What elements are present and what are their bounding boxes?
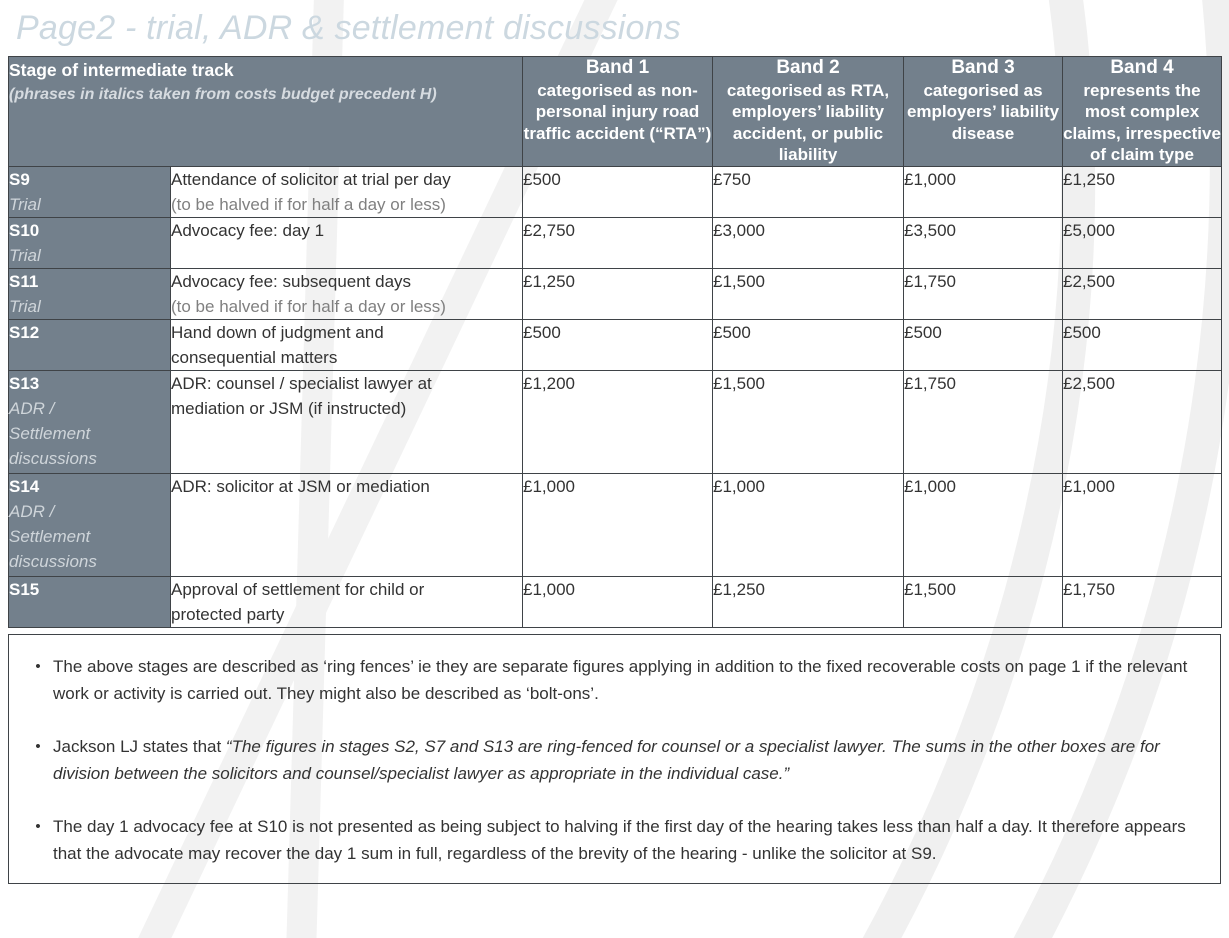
band-1-desc: categorised as non-personal injury road traffic accident (“RTA”): [523, 80, 712, 143]
table-row: [9, 319, 1222, 370]
stage-description: ADR: solicitor at JSM or mediation: [171, 476, 430, 496]
stage-id: S12: [9, 322, 40, 342]
stage-phase-label: Trial: [9, 245, 41, 265]
stage-id: S10: [9, 220, 40, 240]
amount-cell-band-3: £500: [904, 319, 1063, 370]
table-row: [9, 473, 1222, 576]
amount-cell-band-1: £1,000: [523, 473, 713, 576]
stage-phase-label: Trial: [9, 194, 41, 214]
band-4-header: [1063, 57, 1222, 167]
bullet-icon: •: [35, 657, 41, 675]
band-3-desc: categorised as employers’ liability disease: [906, 80, 1060, 143]
amount-cell-band-4: £2,500: [1063, 370, 1222, 473]
amount-cell-band-2: £1,000: [713, 473, 904, 576]
stage-description-note: (to be halved if for half a day or less): [171, 296, 446, 316]
amount-cell-band-4: £1,750: [1063, 576, 1222, 627]
note-text-quote: “The figures in stages S2, S7 and S13 are ring-fenced for counsel or a specialist lawyer. The sums in the other boxes are for division between the solicitors and counsel/specialist lawyer as appropriate in the individual case.”: [53, 736, 1160, 783]
stage-description: Advocacy fee: subsequent days: [171, 271, 412, 291]
bullet-icon: •: [35, 817, 41, 835]
stage-description-cell: [171, 319, 523, 370]
amount-cell-band-4: £2,500: [1063, 268, 1222, 319]
stage-phase-label: Trial: [9, 296, 41, 316]
table-header-row: [9, 57, 1222, 167]
amount-cell-band-4: £500: [1063, 319, 1222, 370]
amount-cell-band-1: £2,750: [523, 217, 713, 268]
amount-cell-band-2: £3,000: [713, 217, 904, 268]
band-4-desc: represents the most complex claims, irrespective of claim type: [1063, 80, 1221, 164]
band-2-desc: categorised as RTA, employers’ liability accident, or public liability: [726, 80, 890, 164]
amount-cell-band-3: £1,500: [904, 576, 1063, 627]
amount-cell-band-3: £3,500: [904, 217, 1063, 268]
table-row: [9, 576, 1222, 627]
stage-description-cell: [171, 576, 523, 627]
amount-cell-band-3: £1,750: [904, 370, 1063, 473]
amount-cell-band-2: £500: [713, 319, 904, 370]
stage-description-cell: [171, 268, 523, 319]
notes-list: [23, 653, 1206, 867]
band-2-name: Band 2: [776, 57, 840, 78]
stage-id-cell: [9, 370, 171, 473]
stage-id-cell: [9, 217, 171, 268]
note-text-lead: Jackson LJ states that: [53, 736, 226, 756]
stage-description-note: mediation or JSM (if instructed): [171, 398, 407, 418]
bullet-icon: •: [35, 737, 41, 755]
table-body: [9, 166, 1222, 627]
stage-header-sub: (phrases in italics taken from costs budget precedent H): [9, 86, 437, 103]
band-2-header: [713, 57, 904, 167]
stage-description: Approval of settlement for child or: [171, 579, 425, 599]
amount-cell-band-4: £5,000: [1063, 217, 1222, 268]
stage-id-cell: [9, 268, 171, 319]
amount-cell-band-3: £1,750: [904, 268, 1063, 319]
note-text-lead: The above stages are described as ‘ring fences’ ie they are separate figures applying in addition to the fixed recoverable costs on page 1 if the relevant work or activity is carried out. They might also be described as ‘bolt-ons’.: [53, 656, 1188, 703]
table-row: [9, 370, 1222, 473]
stage-description: ADR: counsel / specialist lawyer at: [171, 373, 432, 393]
stage-id: S15: [9, 579, 40, 599]
amount-cell-band-1: £1,000: [523, 576, 713, 627]
stage-id: S9: [9, 169, 30, 189]
band-3-header: [904, 57, 1063, 167]
stage-description-note: (to be halved if for half a day or less): [171, 194, 446, 214]
table-row: [9, 166, 1222, 217]
stage-id-cell: [9, 473, 171, 576]
stage-id: S14: [9, 476, 40, 496]
band-1-header: [523, 57, 713, 167]
table-row: [9, 268, 1222, 319]
note-item: [23, 813, 1206, 867]
stage-column-header: [9, 57, 523, 167]
amount-cell-band-4: £1,000: [1063, 473, 1222, 576]
stage-description-cell: [171, 370, 523, 473]
amount-cell-band-3: £1,000: [904, 473, 1063, 576]
stage-phase-label: ADR / Settlement discussions: [9, 398, 97, 468]
note-item: [23, 653, 1206, 707]
stage-id: S11: [9, 271, 39, 291]
amount-cell-band-3: £1,000: [904, 166, 1063, 217]
amount-cell-band-2: £1,250: [713, 576, 904, 627]
note-text: [53, 733, 1206, 787]
amount-cell-band-1: £1,250: [523, 268, 713, 319]
stage-description: Advocacy fee: day 1: [171, 220, 325, 240]
stage-id-cell: [9, 576, 171, 627]
page-title: Page2 - trial, ADR & settlement discussions: [16, 9, 681, 47]
amount-cell-band-2: £1,500: [713, 268, 904, 319]
band-1-name: Band 1: [585, 57, 650, 78]
note-text: [53, 813, 1206, 867]
stage-id: S13: [9, 373, 40, 393]
stage-phase-label: ADR / Settlement discussions: [9, 501, 97, 571]
note-text: [53, 653, 1206, 707]
stage-description-note: consequential matters: [171, 347, 338, 367]
stage-description-note: protected party: [171, 604, 285, 624]
stage-header-main: Stage of intermediate track: [9, 60, 234, 80]
note-text-lead: The day 1 advocacy fee at S10 is not presented as being subject to halving if the first day of the hearing takes less than half a day. It therefore appears that the advocate may recover the day 1 sum in full, regardless of the brevity of the hearing - unlike the solicitor at S9.: [53, 816, 1186, 863]
stage-description-cell: [171, 217, 523, 268]
amount-cell-band-4: £1,250: [1063, 166, 1222, 217]
amount-cell-band-2: £1,500: [713, 370, 904, 473]
stage-description: Hand down of judgment and: [171, 322, 384, 342]
table-row: [9, 217, 1222, 268]
stage-description: Attendance of solicitor at trial per day: [171, 169, 451, 189]
amount-cell-band-1: £1,200: [523, 370, 713, 473]
note-item: [23, 733, 1206, 787]
amount-cell-band-2: £750: [713, 166, 904, 217]
stage-id-cell: [9, 166, 171, 217]
notes-box: [8, 634, 1221, 884]
band-3-name: Band 3: [951, 57, 1015, 78]
amount-cell-band-1: £500: [523, 166, 713, 217]
band-4-name: Band 4: [1110, 57, 1174, 78]
stage-id-cell: [9, 319, 171, 370]
stage-description-cell: [171, 473, 523, 576]
fixed-recoverable-costs-table: [8, 56, 1222, 628]
amount-cell-band-1: £500: [523, 319, 713, 370]
stage-description-cell: [171, 166, 523, 217]
